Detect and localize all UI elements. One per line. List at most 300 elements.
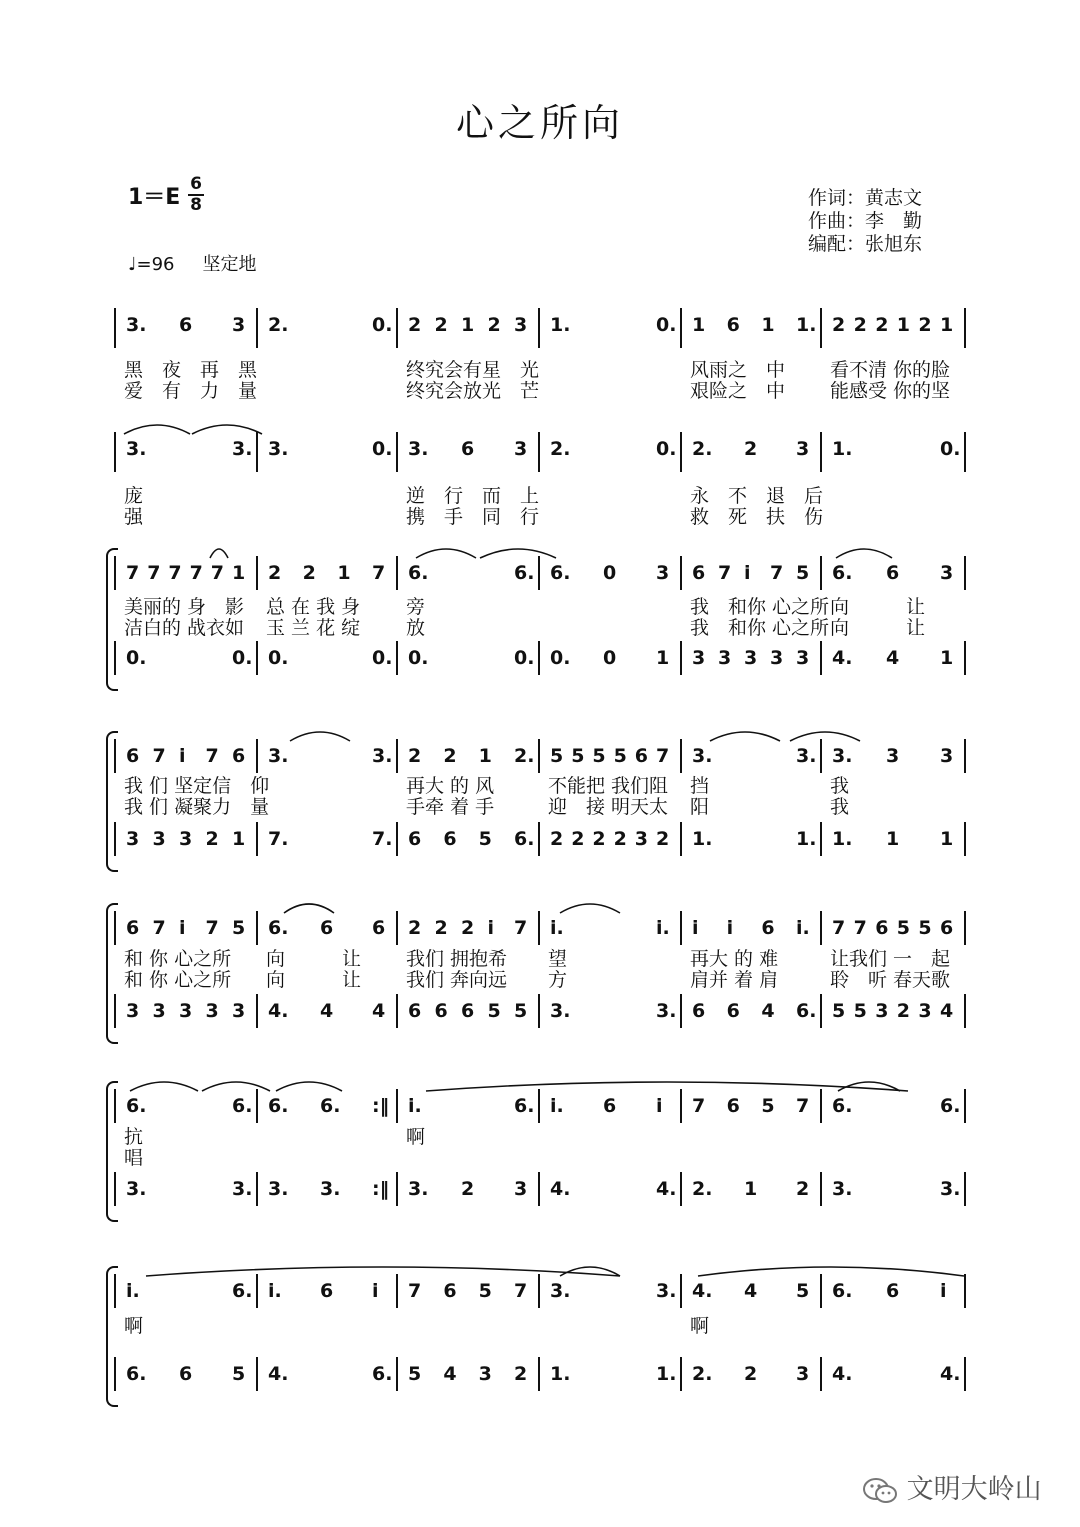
note: 6 xyxy=(461,1000,475,1022)
note: 2 xyxy=(656,828,670,850)
time-signature xyxy=(186,176,206,214)
note: 4. xyxy=(692,1280,713,1302)
lyric-text: 美丽的 身 影 xyxy=(124,596,245,618)
note: :‖ xyxy=(372,1178,390,1200)
note: 7. xyxy=(268,828,289,850)
lyric-text: 看不清 你的脸 xyxy=(830,359,951,381)
tempo-expression: 坚定地 xyxy=(202,254,257,275)
melody-row xyxy=(0,1280,1080,1306)
note: 7 xyxy=(796,1095,810,1117)
note: 6 xyxy=(886,562,900,584)
note: 5 xyxy=(487,1000,501,1022)
lyric-text: 唱 xyxy=(124,1147,144,1169)
lyric-text: 我 们 凝聚力 量 xyxy=(124,796,270,818)
lyric-text: 手牵 着 手 xyxy=(406,796,495,818)
note: 2 xyxy=(443,745,457,767)
note: 2 xyxy=(408,314,422,336)
composer: 作曲：李 勤 xyxy=(808,210,923,232)
note: 7 xyxy=(189,562,203,584)
lyric-text: 让我们 一 起 xyxy=(830,948,951,970)
note: 6. xyxy=(232,1095,253,1117)
measure xyxy=(408,1095,535,1121)
lyric-text: 终究会有星 光 xyxy=(406,359,540,381)
note: 3. xyxy=(940,1178,961,1200)
measure xyxy=(408,314,530,340)
wechat-icon xyxy=(862,1476,898,1506)
lyric-text: 啊 xyxy=(406,1126,426,1148)
note: 1. xyxy=(796,828,817,850)
note: 3 xyxy=(770,647,784,669)
note: 6 xyxy=(692,562,706,584)
note: 7 xyxy=(205,917,219,939)
lyric-text: 再大 的 风 xyxy=(406,775,495,797)
measure xyxy=(268,647,393,673)
note: 6. xyxy=(832,1280,853,1302)
lyric-text: 和 你 心之所 xyxy=(124,969,232,991)
note: 6. xyxy=(232,1280,253,1302)
measure xyxy=(126,1000,248,1026)
note: 6 xyxy=(408,1000,422,1022)
lyric-text: 我 和你 心之所 xyxy=(690,617,830,639)
harmony-row xyxy=(0,1363,1080,1389)
note: 5 xyxy=(796,562,810,584)
note: 1. xyxy=(796,314,817,336)
melody-row xyxy=(0,1095,1080,1121)
note: 6. xyxy=(372,1363,393,1385)
note: 6 xyxy=(179,1363,193,1385)
note: 2 xyxy=(832,314,846,336)
note: 0. xyxy=(656,314,677,336)
note: 1 xyxy=(744,1178,758,1200)
lyric-text: 望 xyxy=(548,948,568,970)
note: 2 xyxy=(550,828,564,850)
note: i. xyxy=(656,917,670,939)
slur xyxy=(698,1267,964,1276)
note: 1 xyxy=(461,314,475,336)
measure xyxy=(126,647,253,673)
note: 6. xyxy=(514,1095,535,1117)
measure xyxy=(408,647,535,673)
note: 7 xyxy=(168,562,182,584)
note: 6. xyxy=(796,1000,817,1022)
note: i xyxy=(726,917,734,939)
slur xyxy=(146,1267,620,1276)
note: 6 xyxy=(443,1280,457,1302)
measure xyxy=(550,1000,677,1026)
measure xyxy=(408,562,535,588)
note: 1. xyxy=(692,828,713,850)
slur xyxy=(710,732,780,741)
lyric-text: 我 xyxy=(830,796,850,818)
note: 3. xyxy=(656,1000,677,1022)
note: 6 xyxy=(726,314,740,336)
note: 6 xyxy=(940,917,954,939)
measure xyxy=(832,314,956,340)
note: 2 xyxy=(853,314,867,336)
slur xyxy=(838,1082,900,1091)
note: 4 xyxy=(744,1280,758,1302)
measure xyxy=(268,314,393,340)
note: 0. xyxy=(408,647,429,669)
slur xyxy=(276,1082,342,1091)
measure xyxy=(126,314,248,340)
note: 3 xyxy=(152,1000,166,1022)
measure xyxy=(692,1363,812,1389)
note: 4 xyxy=(443,1363,457,1385)
note: 3 xyxy=(918,1000,932,1022)
note: 7 xyxy=(514,1280,528,1302)
note: 4 xyxy=(940,1000,954,1022)
note: 1 xyxy=(232,828,246,850)
note: 5 xyxy=(571,745,585,767)
measure xyxy=(126,1178,253,1204)
note: i. xyxy=(550,1095,564,1117)
note: 6 xyxy=(179,314,193,336)
measure xyxy=(832,1280,956,1306)
note: 3. xyxy=(268,745,289,767)
note: 1 xyxy=(656,647,670,669)
note: 0. xyxy=(372,314,393,336)
note: 0. xyxy=(514,647,535,669)
note: 3. xyxy=(408,1178,429,1200)
note: 6. xyxy=(268,1095,289,1117)
note: 1 xyxy=(478,745,492,767)
note: 2 xyxy=(875,314,889,336)
measure xyxy=(832,562,956,588)
measure xyxy=(268,1095,388,1121)
measure xyxy=(268,1280,388,1306)
note: 4. xyxy=(550,1178,571,1200)
tempo-marking xyxy=(128,250,257,276)
note: 4. xyxy=(832,1363,853,1385)
note: 0. xyxy=(372,438,393,460)
measure xyxy=(550,562,672,588)
note: 2 xyxy=(796,1178,810,1200)
measure xyxy=(408,828,535,854)
measure xyxy=(408,438,530,464)
note: 6 xyxy=(232,745,246,767)
note: i. xyxy=(796,917,810,939)
note: 3. xyxy=(372,745,393,767)
slur xyxy=(202,1082,270,1091)
note: 6. xyxy=(268,917,289,939)
note: 6. xyxy=(550,562,571,584)
measure xyxy=(550,314,677,340)
note: 3. xyxy=(126,314,147,336)
note: 6 xyxy=(443,828,457,850)
note: 2 xyxy=(487,314,501,336)
measure xyxy=(550,1095,672,1121)
note: 6 xyxy=(886,1280,900,1302)
lyric-text: 旁 xyxy=(406,596,426,618)
melody-row xyxy=(0,314,1080,340)
measure xyxy=(692,647,812,673)
slur xyxy=(560,904,620,913)
note: 2 xyxy=(461,1178,475,1200)
note: i xyxy=(656,1095,663,1117)
measure xyxy=(126,1095,253,1121)
slur xyxy=(790,732,860,741)
lyric-text: 逆 行 而 上 xyxy=(406,485,540,507)
measure xyxy=(408,745,535,771)
note: 7 xyxy=(656,745,670,767)
lyric-text: 肩并 着 肩 xyxy=(690,969,779,991)
note: 6. xyxy=(832,562,853,584)
lyric-text: 携 手 同 行 xyxy=(406,506,540,528)
note: 1. xyxy=(656,1363,677,1385)
note: 6 xyxy=(372,917,386,939)
lyric-text: 我们 拥抱希 xyxy=(406,948,508,970)
measure xyxy=(268,745,393,771)
measure xyxy=(408,1363,530,1389)
note: 6 xyxy=(603,1095,617,1117)
note: 2 xyxy=(918,314,932,336)
note: 2 xyxy=(434,314,448,336)
measure xyxy=(692,828,817,854)
note: 3 xyxy=(514,438,528,460)
note: 1. xyxy=(550,1363,571,1385)
note: 3 xyxy=(205,1000,219,1022)
note: 3 xyxy=(718,647,732,669)
note: 0. xyxy=(268,647,289,669)
note: 6 xyxy=(320,1280,334,1302)
note: 3. xyxy=(656,1280,677,1302)
measure xyxy=(268,917,388,943)
note: 6. xyxy=(320,1095,341,1117)
note: 3 xyxy=(875,1000,889,1022)
note: 5 xyxy=(918,917,932,939)
note: 3. xyxy=(232,438,253,460)
note: 3. xyxy=(126,1178,147,1200)
measure xyxy=(692,314,817,340)
lyric-text: 黑 夜 再 黑 xyxy=(124,359,258,381)
note: 3 xyxy=(940,745,954,767)
measure xyxy=(126,828,248,854)
note: 5 xyxy=(514,1000,528,1022)
note: 0 xyxy=(603,647,617,669)
melody-row xyxy=(0,917,1080,943)
note: 7 xyxy=(853,917,867,939)
note: 6 xyxy=(726,1095,740,1117)
measure xyxy=(692,1178,812,1204)
lyric-text: 玉 兰 花 绽 xyxy=(266,617,361,639)
harmony-row xyxy=(0,828,1080,854)
measure xyxy=(126,562,248,588)
lyric-text: 终究会放光 芒 xyxy=(406,380,540,402)
note: 3 xyxy=(478,1363,492,1385)
harmony-row xyxy=(0,647,1080,673)
note: 3 xyxy=(744,647,758,669)
note: 3. xyxy=(320,1178,341,1200)
note: 2 xyxy=(592,828,606,850)
note: 4 xyxy=(372,1000,386,1022)
note: 6. xyxy=(514,562,535,584)
note: 1 xyxy=(337,562,351,584)
lyric-text: 阳 xyxy=(690,796,710,818)
note: 6 xyxy=(126,745,140,767)
note: 1. xyxy=(832,828,853,850)
note: 0. xyxy=(372,647,393,669)
lyric-text: 啊 xyxy=(690,1315,710,1337)
measure xyxy=(832,1363,961,1389)
note: 5 xyxy=(592,745,606,767)
lyric-text: 永 不 退 后 xyxy=(690,485,824,507)
note: 5 xyxy=(232,1363,246,1385)
note: 0 xyxy=(603,562,617,584)
key-signature: 1＝E xyxy=(128,185,181,210)
note: 3. xyxy=(796,745,817,767)
note: i. xyxy=(408,1095,422,1117)
note: 3. xyxy=(550,1280,571,1302)
note: 0. xyxy=(656,438,677,460)
slur xyxy=(416,549,476,558)
measure xyxy=(832,1000,956,1026)
note: 3. xyxy=(550,1000,571,1022)
measure xyxy=(126,1280,253,1306)
note: 6 xyxy=(434,1000,448,1022)
note: 1 xyxy=(692,314,706,336)
credits xyxy=(808,187,922,256)
measure xyxy=(408,1000,530,1026)
note: 5 xyxy=(478,1280,492,1302)
note: 1 xyxy=(896,314,911,336)
note: 5 xyxy=(896,917,911,939)
note: 3 xyxy=(886,745,900,767)
note: 2 xyxy=(613,828,627,850)
measure xyxy=(550,917,672,943)
note: i. xyxy=(268,1280,282,1302)
note: 3 xyxy=(796,647,810,669)
note: i xyxy=(179,745,186,767)
note: 7 xyxy=(514,917,528,939)
note: 4 xyxy=(761,1000,775,1022)
measure xyxy=(408,917,530,943)
note: 0. xyxy=(940,438,961,460)
measure xyxy=(126,745,248,771)
note: 5 xyxy=(232,917,246,939)
measure xyxy=(550,1178,677,1204)
note: 4. xyxy=(940,1363,961,1385)
note: 4. xyxy=(268,1363,289,1385)
slur xyxy=(560,1267,620,1276)
note: 3 xyxy=(796,1363,810,1385)
lyric-text: 我 们 坚定信 仰 xyxy=(124,775,270,797)
measure xyxy=(692,438,812,464)
slur xyxy=(130,1082,198,1091)
measure xyxy=(268,1363,393,1389)
note: 2 xyxy=(268,562,282,584)
lyric-text: 抗 xyxy=(124,1126,144,1148)
lyric-text: 向 让 xyxy=(830,596,926,618)
note: 7 xyxy=(152,745,166,767)
note: 2 xyxy=(571,828,585,850)
note: 3 xyxy=(514,1178,528,1200)
measure xyxy=(126,1363,248,1389)
note: 7 xyxy=(147,562,161,584)
measure xyxy=(692,917,812,943)
note: 5 xyxy=(761,1095,775,1117)
harmony-row xyxy=(0,1000,1080,1026)
note: 7 xyxy=(718,562,732,584)
note: 7 xyxy=(152,917,166,939)
note: 0. xyxy=(232,647,253,669)
slur xyxy=(480,549,556,558)
note: 7. xyxy=(372,828,393,850)
lyric-text: 啊 xyxy=(124,1315,144,1337)
lyric-text: 向 让 xyxy=(266,948,362,970)
note: 2 xyxy=(434,917,448,939)
note: 2 xyxy=(461,917,475,939)
note: 6 xyxy=(320,917,334,939)
note: 2. xyxy=(514,745,535,767)
note: 2 xyxy=(408,917,422,939)
note: 7 xyxy=(692,1095,706,1117)
harmony-row xyxy=(0,1178,1080,1204)
measure xyxy=(692,745,817,771)
note: 3 xyxy=(232,1000,246,1022)
note: 5 xyxy=(613,745,627,767)
note: 6 xyxy=(692,1000,706,1022)
note: 2 xyxy=(408,745,422,767)
note: 3. xyxy=(832,1178,853,1200)
slur xyxy=(290,732,350,741)
note: 3 xyxy=(514,314,528,336)
lyric-text: 不能把 我们阻 xyxy=(548,775,669,797)
measure xyxy=(126,917,248,943)
note: 2. xyxy=(692,1363,713,1385)
measure xyxy=(550,438,677,464)
note: 3. xyxy=(408,438,429,460)
measure xyxy=(268,1000,388,1026)
lyric-text: 方 xyxy=(548,969,568,991)
note: 5 xyxy=(550,745,564,767)
meter-bottom: 8 xyxy=(190,195,202,215)
note: 2 xyxy=(302,562,316,584)
note: 6 xyxy=(408,828,422,850)
note: 3 xyxy=(656,562,670,584)
note: i. xyxy=(550,917,564,939)
note: 4 xyxy=(886,647,900,669)
note: 7 xyxy=(372,562,386,584)
measure xyxy=(832,1095,961,1121)
note: i. xyxy=(126,1280,140,1302)
note: 0. xyxy=(550,647,571,669)
note: 3. xyxy=(126,438,147,460)
note: 6 xyxy=(634,745,649,767)
slur xyxy=(426,1082,908,1091)
note: 6 xyxy=(726,1000,740,1022)
lyric-text: 庞 xyxy=(124,485,144,507)
note: 2. xyxy=(692,1178,713,1200)
lyric-text: 向 让 xyxy=(266,969,362,991)
measure xyxy=(268,562,388,588)
lyric-text: 洁白的 战衣如 xyxy=(124,617,245,639)
note: 2 xyxy=(744,438,758,460)
measure xyxy=(268,1178,388,1204)
lyric-text: 聆 听 春天歌 xyxy=(830,969,951,991)
note: 3. xyxy=(268,1178,289,1200)
lyric-text: 我 和你 心之所 xyxy=(690,596,830,618)
lyric-text: 爱 有 力 量 xyxy=(124,380,258,402)
measure xyxy=(268,438,393,464)
note: i xyxy=(692,917,699,939)
note: 2. xyxy=(550,438,571,460)
note: 6. xyxy=(832,1095,853,1117)
note: 4. xyxy=(832,647,853,669)
note: 4. xyxy=(656,1178,677,1200)
lyric-text: 我 xyxy=(830,775,850,797)
note: 2 xyxy=(744,1363,758,1385)
